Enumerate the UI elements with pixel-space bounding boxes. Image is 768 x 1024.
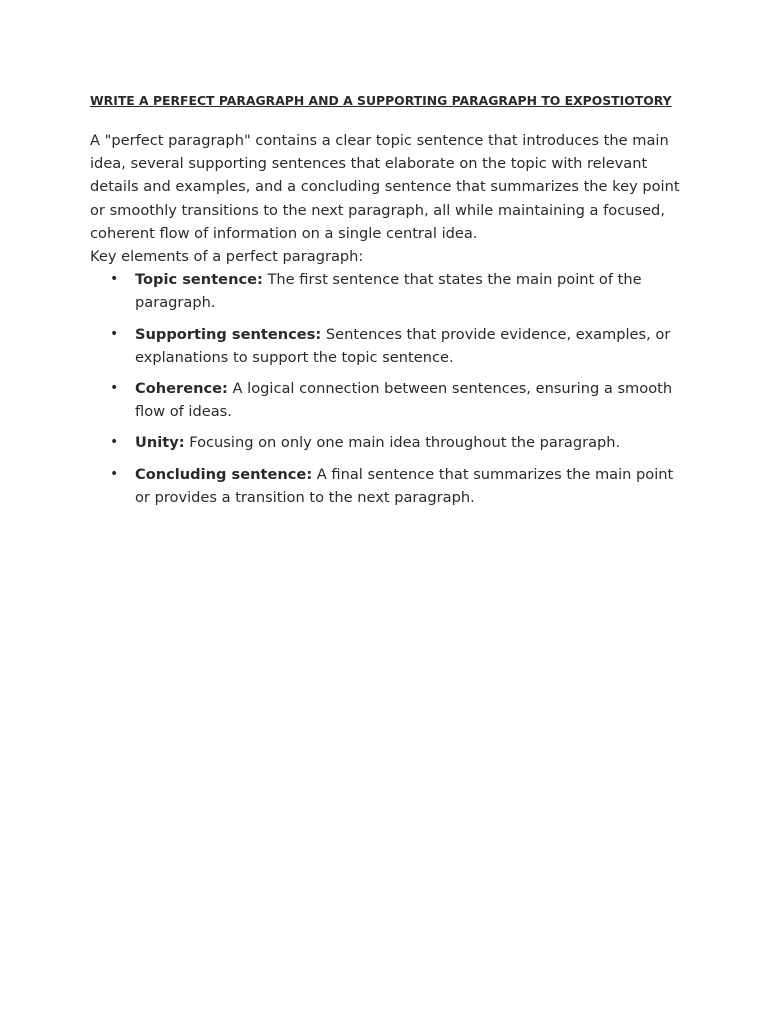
element-description: A logical connection between sentences, ensuring a smooth flow of ideas. — [135, 380, 673, 421]
element-description: Sentences that provide evidence, examples, or explanations to support the topic sentence. — [135, 325, 671, 366]
list-item — [90, 323, 680, 369]
key-elements-list — [90, 268, 680, 509]
element-term: Supporting sentences: — [135, 325, 322, 343]
list-lead-in: Key elements of a perfect paragraph: — [90, 248, 364, 266]
list-item — [90, 463, 680, 509]
bullet-icon: • — [110, 271, 119, 288]
document-title: WRITE A PERFECT PARAGRAPH AND A SUPPORTING PARAGRAPH TO EXPOSTIOTORY — [90, 93, 672, 108]
intro-paragraph: A "perfect paragraph" contains a clear topic sentence that introduces the main idea, several supporting sentences that elaborate on the topic with relevant details and examples, and a concluding sentence that summarizes the key point or smoothly transitions to the next paragraph, all while maintaining a focused, coherent flow of information on a single central idea. — [90, 132, 680, 242]
list-item — [90, 268, 680, 314]
element-description: The first sentence that states the main point of the paragraph. — [135, 271, 642, 312]
element-term: Concluding sentence: — [135, 465, 313, 483]
element-term: Unity: — [135, 434, 185, 452]
bullet-icon: • — [110, 465, 119, 482]
document-page — [90, 93, 680, 517]
element-term: Coherence: — [135, 380, 228, 398]
element-description: Focusing on only one main idea throughout the paragraph. — [184, 434, 621, 452]
element-term: Topic sentence: — [135, 271, 263, 289]
bullet-icon: • — [110, 434, 119, 451]
list-item — [90, 377, 680, 423]
bullet-icon: • — [110, 380, 119, 397]
list-item — [90, 431, 680, 454]
element-description: A final sentence that summarizes the main point or provides a transition to the next paragraph. — [135, 465, 674, 506]
bullet-icon: • — [110, 325, 119, 342]
